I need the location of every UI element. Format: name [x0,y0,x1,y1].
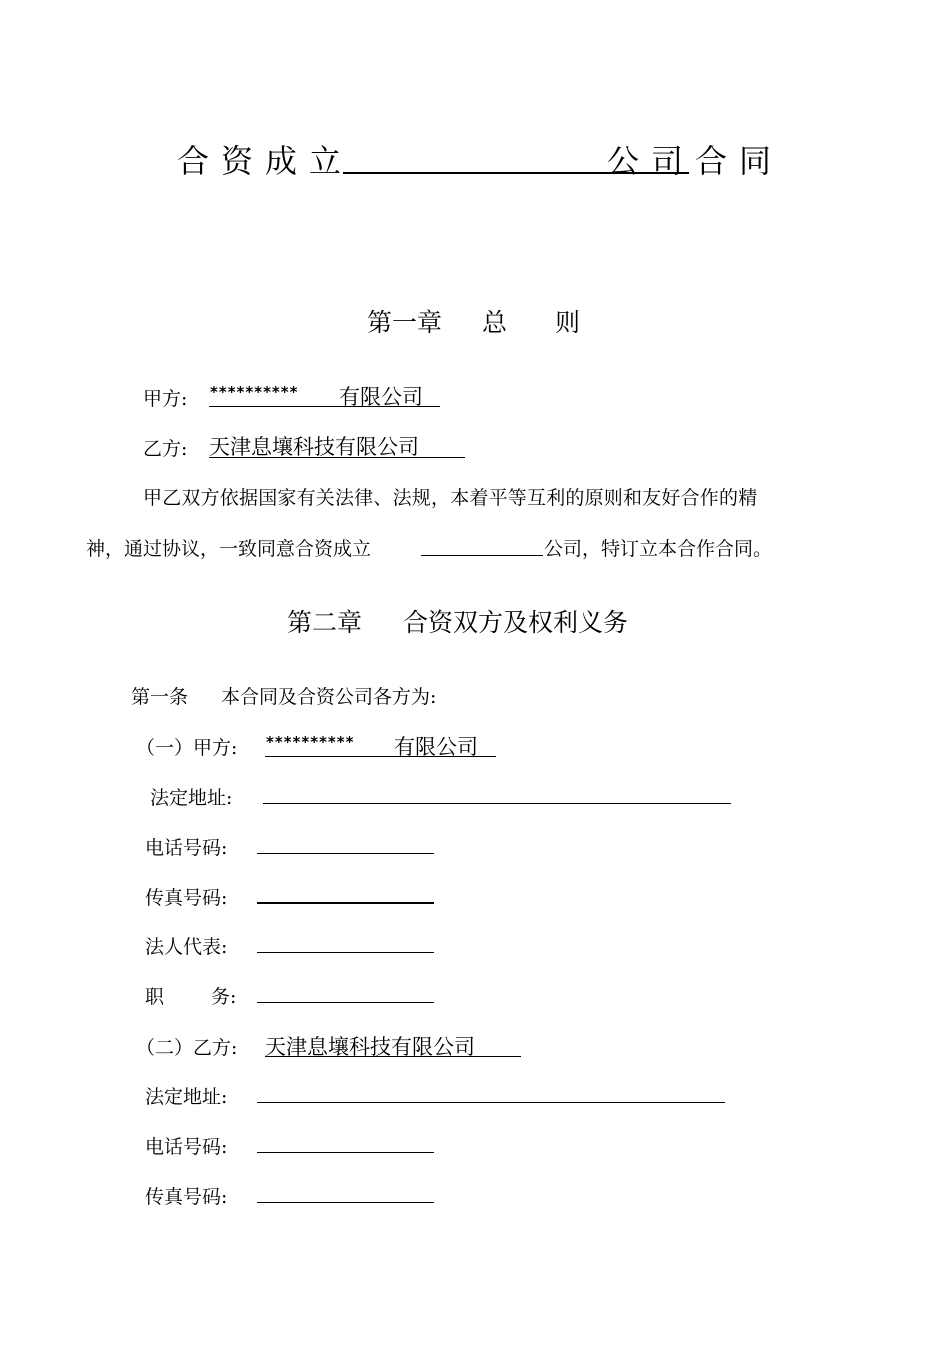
contract-title-company: 公司 [607,142,696,180]
party-b-fax-blank [257,1202,434,1203]
party-b-name: 天津息壤科技有限公司 [209,435,419,459]
contract-title-left: 合资成立 [177,142,354,180]
party-b-address-blank [257,1102,725,1103]
party-a-underline [209,406,440,407]
party-a-title-label-a: 职 [145,986,165,1008]
party-b-phone-blank [257,1152,434,1153]
intro-paragraph-line1: 甲乙双方依据国家有关法律、法规，本着平等互利的原则和友好合作的精 [143,487,758,509]
party-b-address-label: 法定地址: [145,1086,228,1108]
party-a-address-label: 法定地址: [150,787,233,809]
detail-party-a-underline [265,756,496,757]
party-b-fax-label: 传真号码: [145,1186,228,1208]
intro-paragraph-line2-b: 公司，特订立本合作合同。 [544,538,773,560]
intro-paragraph-line2-a: 神，通过协议，一致同意合资成立 [86,538,372,560]
chapter1-heading-a: 总 [482,308,508,337]
party-a-fax-blank [257,902,434,904]
article1-number: 第一条 [131,686,189,708]
chapter1-number: 第一章 [367,308,443,337]
detail-party-a-stars: ********** [266,733,355,751]
chapter2-number: 第二章 [287,608,363,637]
party-a-phone-blank [257,853,434,854]
article1-text: 本合同及合资公司各方为: [221,686,437,708]
party-a-title-label-b: 务: [211,986,237,1008]
party-b-phone-label: 电话号码: [145,1136,228,1158]
party-a-fax-label: 传真号码: [145,887,228,909]
chapter1-heading-b: 则 [555,308,581,337]
party-a-phone-label: 电话号码: [145,837,228,859]
detail-party-a-label: （一）甲方: [136,737,238,759]
party-a-title-blank [257,1002,434,1003]
party-a-rep-blank [257,952,434,953]
chapter2-heading: 合资双方及权利义务 [403,608,629,637]
detail-party-a-name: 有限公司 [394,735,478,759]
party-a-address-blank [263,803,731,804]
party-b-underline [209,457,465,458]
detail-party-b-name: 天津息壤科技有限公司 [265,1035,475,1059]
detail-party-b-label: （二）乙方: [136,1037,238,1059]
party-a-stars: ********** [210,383,299,401]
contract-title-contract: 合同 [695,142,784,180]
party-a-rep-label: 法人代表: [145,936,228,958]
party-b-label: 乙方: [143,438,188,460]
party-a-name: 有限公司 [339,385,423,409]
intro-company-blank [421,555,543,556]
detail-party-b-underline [265,1056,521,1057]
party-a-label: 甲方: [143,388,188,410]
